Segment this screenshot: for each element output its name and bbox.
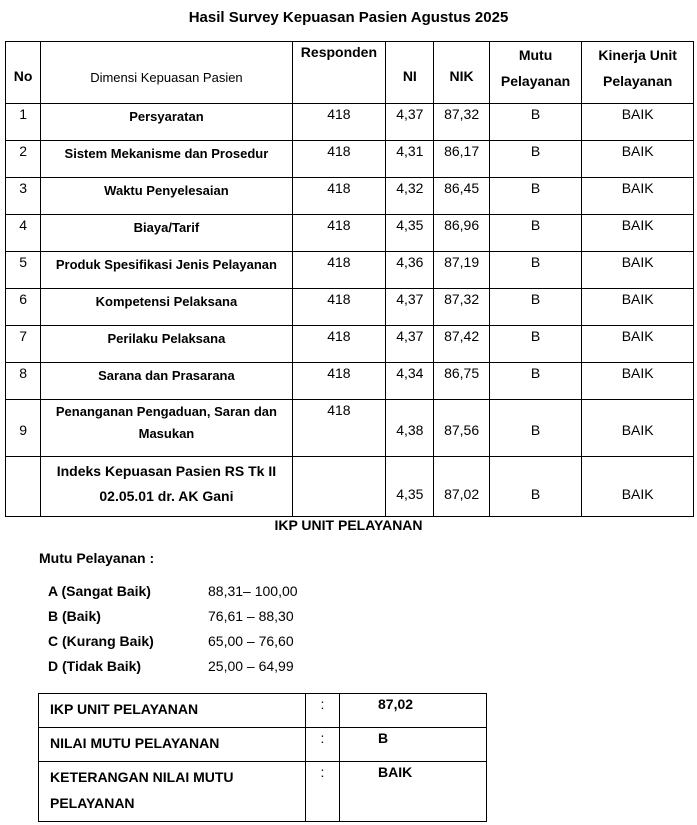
row-dimension: Perilaku Pelaksana bbox=[41, 326, 292, 363]
table-row bbox=[6, 326, 694, 363]
row-no: 9 bbox=[6, 400, 41, 457]
summary-colon: : bbox=[306, 728, 340, 762]
row-dimension: Kompetensi Pelaksana bbox=[41, 289, 292, 326]
document-title: Hasil Survey Kepuasan Pasien Agustus 2025 bbox=[188, 9, 509, 26]
row-mutu: B bbox=[489, 215, 582, 252]
row-nik: 86,45 bbox=[434, 178, 489, 215]
row-dimension: Sistem Mekanisme dan Prosedur bbox=[41, 141, 292, 178]
row-ni: 4,38 bbox=[386, 400, 434, 457]
row-nik: 87,56 bbox=[434, 400, 489, 457]
mutu-scale-range: 25,00 – 64,99 bbox=[208, 658, 294, 674]
row-dimension: Persyaratan bbox=[41, 104, 292, 141]
row-no: 6 bbox=[6, 289, 41, 326]
total-label bbox=[41, 457, 292, 517]
row-ni: 4,32 bbox=[386, 178, 434, 215]
row-dimension: Produk Spesifikasi Jenis Pelayanan bbox=[41, 252, 292, 289]
summary-label: NILAI MUTU PELAYANAN bbox=[39, 728, 306, 762]
header-nik: NIK bbox=[434, 42, 489, 104]
table-total-row bbox=[6, 457, 694, 517]
row-respondents: 418 bbox=[292, 215, 386, 252]
ikp-summary-table bbox=[38, 693, 487, 822]
summary-value: 87,02 bbox=[340, 694, 487, 728]
total-nik: 87,02 bbox=[434, 457, 489, 517]
row-kinerja: BAIK bbox=[582, 104, 694, 141]
header-mutu-line2: Pelayanan bbox=[500, 73, 571, 89]
row-nik: 87,19 bbox=[434, 252, 489, 289]
row-ni: 4,37 bbox=[386, 104, 434, 141]
row-ni: 4,35 bbox=[386, 215, 434, 252]
row-respondents: 418 bbox=[292, 363, 386, 400]
table-row bbox=[6, 104, 694, 141]
header-dimension: Dimensi Kepuasan Pasien bbox=[41, 42, 292, 104]
row-no: 3 bbox=[6, 178, 41, 215]
total-label-line2: 02.05.01 dr. AK Gani bbox=[99, 488, 234, 504]
header-kinerja-unit bbox=[582, 42, 694, 104]
row-kinerja: BAIK bbox=[582, 178, 694, 215]
row-ni: 4,34 bbox=[386, 363, 434, 400]
table-row bbox=[6, 400, 694, 457]
summary-value: B bbox=[340, 728, 487, 762]
row-mutu: B bbox=[489, 141, 582, 178]
row-respondents: 418 bbox=[292, 252, 386, 289]
row-mutu: B bbox=[489, 252, 582, 289]
row-nik: 86,17 bbox=[434, 141, 489, 178]
summary-label: IKP UNIT PELAYANAN bbox=[39, 694, 306, 728]
row-nik: 86,96 bbox=[434, 215, 489, 252]
ikp-heading: IKP UNIT PELAYANAN bbox=[274, 517, 423, 533]
total-kinerja: BAIK bbox=[582, 457, 694, 517]
row-respondents: 418 bbox=[292, 141, 386, 178]
summary-label: KETERANGAN NILAI MUTU PELAYANAN bbox=[39, 762, 306, 822]
row-nik: 87,42 bbox=[434, 326, 489, 363]
row-kinerja: BAIK bbox=[582, 289, 694, 326]
row-no: 4 bbox=[6, 215, 41, 252]
row-dimension: Sarana dan Prasarana bbox=[41, 363, 292, 400]
row-respondents: 418 bbox=[292, 400, 386, 457]
row-no: 8 bbox=[6, 363, 41, 400]
header-kinerja-line1: Kinerja Unit bbox=[598, 47, 677, 63]
mutu-scale-label: B (Baik) bbox=[48, 608, 101, 624]
row-nik: 87,32 bbox=[434, 104, 489, 141]
row-nik: 86,75 bbox=[434, 363, 489, 400]
mutu-scale-range: 76,61 – 88,30 bbox=[208, 608, 294, 624]
row-ni: 4,31 bbox=[386, 141, 434, 178]
row-kinerja: BAIK bbox=[582, 326, 694, 363]
row-kinerja: BAIK bbox=[582, 215, 694, 252]
row-dimension bbox=[41, 400, 292, 457]
row-dimension-line2: Masukan bbox=[138, 426, 195, 441]
row-mutu: B bbox=[489, 400, 582, 457]
total-mutu: B bbox=[489, 457, 582, 517]
table-row bbox=[6, 252, 694, 289]
summary-value: BAIK bbox=[340, 762, 487, 822]
header-kinerja-line2: Pelayanan bbox=[603, 73, 673, 89]
row-respondents: 418 bbox=[292, 289, 386, 326]
total-ni: 4,35 bbox=[386, 457, 434, 517]
row-mutu: B bbox=[489, 104, 582, 141]
row-mutu: B bbox=[489, 289, 582, 326]
row-mutu: B bbox=[489, 326, 582, 363]
row-no: 2 bbox=[6, 141, 41, 178]
survey-results-table bbox=[5, 41, 694, 517]
row-nik: 87,32 bbox=[434, 289, 489, 326]
row-no: 5 bbox=[6, 252, 41, 289]
table-row bbox=[6, 215, 694, 252]
summary-row bbox=[39, 728, 487, 762]
summary-row bbox=[39, 694, 487, 728]
total-respondents bbox=[292, 457, 386, 517]
mutu-scale-heading: Mutu Pelayanan : bbox=[39, 550, 155, 566]
row-kinerja: BAIK bbox=[582, 400, 694, 457]
row-dimension-line1: Penanganan Pengaduan, Saran dan bbox=[55, 404, 277, 419]
header-ni: NI bbox=[386, 42, 434, 104]
row-dimension: Waktu Penyelesaian bbox=[41, 178, 292, 215]
row-mutu: B bbox=[489, 178, 582, 215]
table-row bbox=[6, 363, 694, 400]
mutu-scale-label: C (Kurang Baik) bbox=[48, 633, 154, 649]
table-row bbox=[6, 178, 694, 215]
table-header-row bbox=[6, 42, 694, 104]
row-ni: 4,36 bbox=[386, 252, 434, 289]
header-mutu-pelayanan bbox=[489, 42, 582, 104]
summary-row bbox=[39, 762, 487, 822]
row-ni: 4,37 bbox=[386, 326, 434, 363]
row-respondents: 418 bbox=[292, 178, 386, 215]
row-respondents: 418 bbox=[292, 326, 386, 363]
row-dimension: Biaya/Tarif bbox=[41, 215, 292, 252]
row-ni: 4,37 bbox=[386, 289, 434, 326]
total-no bbox=[6, 457, 41, 517]
row-mutu: B bbox=[489, 363, 582, 400]
summary-colon: : bbox=[306, 694, 340, 728]
header-mutu-line1: Mutu bbox=[518, 47, 553, 63]
header-no: No bbox=[6, 42, 41, 104]
summary-colon: : bbox=[306, 762, 340, 822]
mutu-scale-range: 88,31– 100,00 bbox=[208, 583, 298, 599]
row-respondents: 418 bbox=[292, 104, 386, 141]
header-respondents: Responden bbox=[292, 42, 386, 104]
row-kinerja: BAIK bbox=[582, 141, 694, 178]
row-kinerja: BAIK bbox=[582, 363, 694, 400]
total-label-line1: Indeks Kepuasan Pasien RS Tk II bbox=[56, 463, 277, 479]
mutu-scale-range: 65,00 – 76,60 bbox=[208, 633, 294, 649]
mutu-scale-label: D (Tidak Baik) bbox=[48, 658, 142, 674]
table-row bbox=[6, 141, 694, 178]
row-no: 1 bbox=[6, 104, 41, 141]
mutu-scale-label: A (Sangat Baik) bbox=[48, 583, 151, 599]
row-kinerja: BAIK bbox=[582, 252, 694, 289]
table-row bbox=[6, 289, 694, 326]
row-no: 7 bbox=[6, 326, 41, 363]
